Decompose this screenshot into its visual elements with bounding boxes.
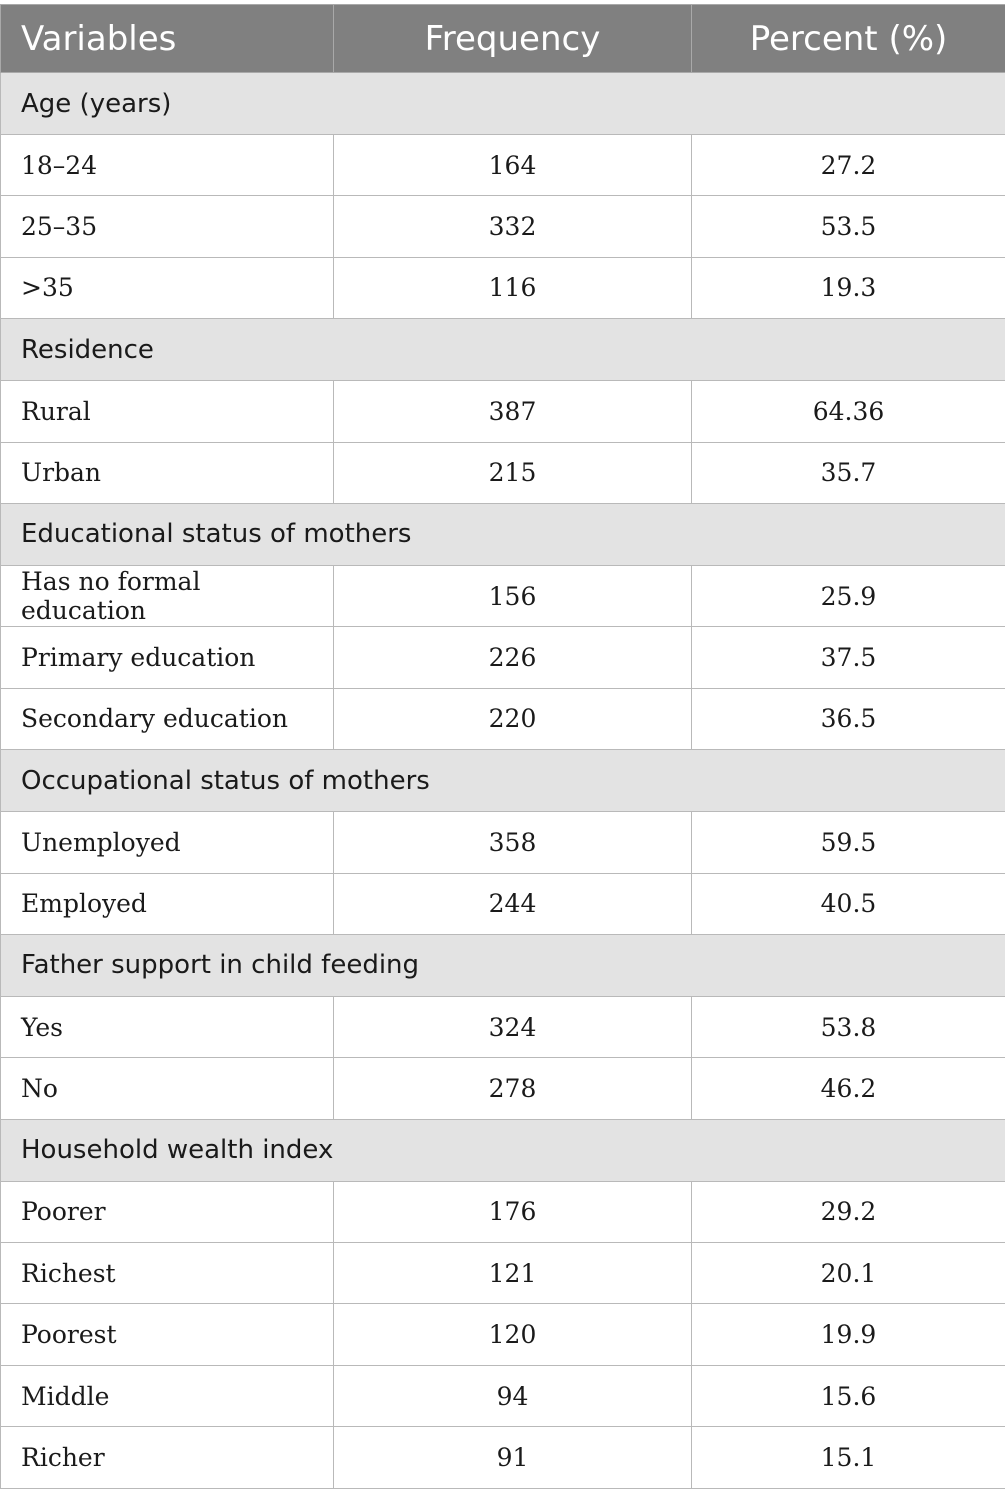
percent-cell: 53.5 [692,196,1005,257]
frequency-cell: 116 [334,257,692,318]
percent-cell: 53.8 [692,996,1005,1057]
frequency-cell: 324 [334,996,692,1057]
table-row [1,1365,1005,1426]
table-row [1,812,1005,873]
section-title: Father support in child feeding [1,934,1005,996]
percent-cell: 20.1 [692,1243,1005,1304]
frequency-cell: 120 [334,1304,692,1365]
frequency-cell: 226 [334,627,692,688]
table-row [1,442,1005,503]
variable-cell: Primary education [1,627,334,688]
table-body [1,73,1005,1489]
frequency-cell: 156 [334,565,692,626]
percent-cell: 19.9 [692,1304,1005,1365]
section-title: Household wealth index [1,1119,1005,1181]
table-row [1,1181,1005,1242]
frequency-cell: 164 [334,135,692,196]
frequency-cell: 91 [334,1427,692,1488]
table-row [1,196,1005,257]
section-title: Age (years) [1,73,1005,135]
table-row [1,257,1005,318]
header-variables: Variables [1,5,334,73]
section-row [1,750,1005,812]
table-header [1,5,1005,73]
table-row [1,873,1005,934]
table-row [1,1243,1005,1304]
section-title: Occupational status of mothers [1,750,1005,812]
percent-cell: 15.1 [692,1427,1005,1488]
variable-cell: Poorest [1,1304,334,1365]
frequency-cell: 332 [334,196,692,257]
variable-cell: Unemployed [1,812,334,873]
percent-cell: 64.36 [692,381,1005,442]
section-row [1,319,1005,381]
section-row [1,1119,1005,1181]
variable-cell: 18–24 [1,135,334,196]
percent-cell: 27.2 [692,135,1005,196]
percent-cell: 59.5 [692,812,1005,873]
frequency-cell: 244 [334,873,692,934]
section-row [1,73,1005,135]
percent-cell: 19.3 [692,257,1005,318]
variable-cell: Yes [1,996,334,1057]
frequency-cell: 387 [334,381,692,442]
percent-cell: 46.2 [692,1058,1005,1119]
header-percent: Percent (%) [692,5,1005,73]
variable-cell: No [1,1058,334,1119]
section-title: Educational status of mothers [1,503,1005,565]
frequency-cell: 121 [334,1243,692,1304]
variable-cell: Richest [1,1243,334,1304]
table-row [1,627,1005,688]
table-row [1,688,1005,749]
frequency-cell: 358 [334,812,692,873]
frequency-cell: 220 [334,688,692,749]
section-row [1,934,1005,996]
variable-cell: 25–35 [1,196,334,257]
header-row [1,5,1005,73]
table-row [1,1304,1005,1365]
variable-cell: Poorer [1,1181,334,1242]
section-title: Residence [1,319,1005,381]
variable-cell: >35 [1,257,334,318]
table-row [1,1058,1005,1119]
variable-cell: Employed [1,873,334,934]
percent-cell: 29.2 [692,1181,1005,1242]
variable-cell: Richer [1,1427,334,1488]
variable-cell: Secondary education [1,688,334,749]
percent-cell: 35.7 [692,442,1005,503]
table-row [1,565,1005,626]
percent-cell: 36.5 [692,688,1005,749]
table-row [1,135,1005,196]
table-row [1,381,1005,442]
data-table [0,4,1005,1489]
frequency-cell: 176 [334,1181,692,1242]
percent-cell: 40.5 [692,873,1005,934]
section-row [1,503,1005,565]
variable-cell: Rural [1,381,334,442]
percent-cell: 37.5 [692,627,1005,688]
variable-cell: Urban [1,442,334,503]
percent-cell: 25.9 [692,565,1005,626]
table-row [1,1427,1005,1488]
frequency-cell: 278 [334,1058,692,1119]
header-frequency: Frequency [334,5,692,73]
table-row [1,996,1005,1057]
percent-cell: 15.6 [692,1365,1005,1426]
frequency-cell: 215 [334,442,692,503]
frequency-cell: 94 [334,1365,692,1426]
variable-cell: Has no formal education [1,565,334,626]
variable-cell: Middle [1,1365,334,1426]
